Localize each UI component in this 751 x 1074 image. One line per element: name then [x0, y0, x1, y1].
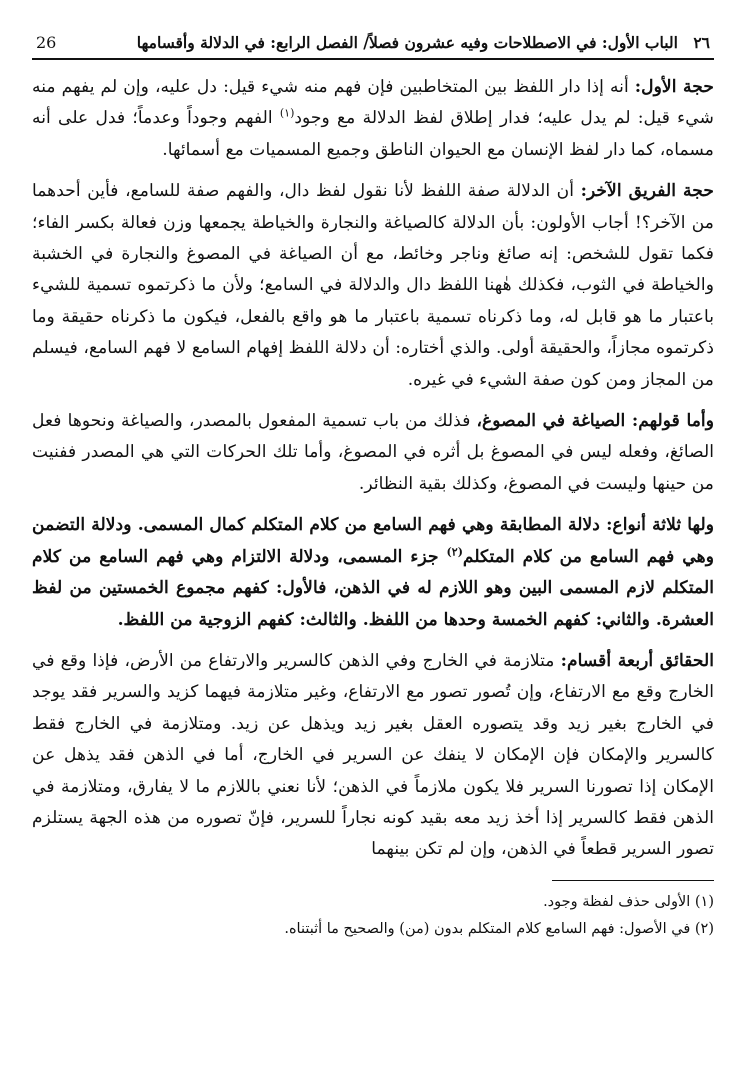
running-head	[137, 33, 710, 52]
page-header	[32, 26, 714, 60]
paragraph-text: جزء المسمى، ودلالة الالتزام وهي فهم السامع من كلام المتكلم لازم المسمى البين وهو اللازم له في الذهن، فالأول: كفهم مجموع الخمستين من لفظ العشرة. والثاني: كفهم الخمسة وحدها من اللفظ. والثالث: كفهم الزوجية من اللفظ.	[32, 546, 714, 630]
footnotes	[32, 889, 714, 943]
paragraph-text: فذلك من باب تسمية المفعول بالمصدر، والصياغة ونحوها فعل الصائغ، وفعله ليس في المصوغ بل أثره في المصوغ، وأما تلك الحركات التي هي المصدر ففنيت من حينها وليست في المصوغ، وكذلك بقية النظائر.	[32, 411, 714, 494]
running-title: الباب الأول: في الاصطلاحات وفيه عشرون فصلاً/ الفصل الرابع: في الدلالة وأقسامها	[136, 33, 678, 52]
paragraph-text: أنه إذا دار اللفظ بين المتخاطبين فإن فهم منه شيء قيل: دل عليه، وإن	[123, 77, 629, 97]
page-body	[32, 72, 714, 866]
footnote-marker: (١)	[279, 106, 295, 120]
paragraph-lead: الحقائق أربعة أقسام:	[560, 650, 714, 671]
paragraph-lead: حجة الأول:	[634, 77, 714, 97]
paragraph-text: أن الدلالة صفة اللفظ لأنا نقول لفظ دال، والفهم صفة للسامع، فأين أحدهما من الآخر؟! أجاب الأولون: بأن الدلالة كالصياغة والنجارة والخياطة يجمعها وزن فعالة بكسر الفاء؛ فكما تقول للشخص: إنه صائغ وناجر وخائط، مع أن الصياغة في المصوغ والنجارة في الخشبة والخياطة في الثوب، فكذلك هٰهنا اللفظ دال والدلالة في السامع؛ ولأن ما ذكرتموه تسمية للشيء باعتبار ما هو قابل له، وما ذكرناه تسمية باعتبار ما هو واقع بالفعل، فيكون ما ذكرناه حقيقة وما ذكرتموه مجازاً، والحقيقة أولى. والذي أختاره: أن دلالة اللفظ إفهام السامع لا فهم السامع، فيسلم من المجاز ومن كون صفة الشيء في غيره.	[32, 181, 714, 390]
paragraph-first-argument	[32, 72, 714, 166]
paragraph-text: لم يفهم منه شيء قيل: لم يدل عليه؛ فدار إطلاق لفظ الدلالة مع وجود	[32, 77, 714, 129]
footnote: (٢) في الأصول: فهم السامع كلام المتكلم بدون (من) والصحيح ما أثبتناه.	[284, 920, 714, 937]
paragraph-text: ودلالة التضمن وهي فهم السامع من كلام المتكلم	[32, 515, 714, 567]
footnote-marker: (٢)	[446, 544, 463, 558]
paragraph-text: الفهم وجوداً وعدماً؛ فدل على أنه مسماه، كما دار لفظ الإنسان مع الحيوان الناطق وجميع المسميات مع أسمائها.	[32, 108, 714, 160]
footnote-divider	[552, 880, 714, 881]
paragraph-text: متلازمة في الخارج وفي الذهن كالسرير والارتفاع من الأرض، فإذا وقع في الخارج وقع مع الارتفاع، وإن تُصور تصور مع الارتفاع، وغير متلازمة فيهما كزيد والسرير فقد يوجد في الخارج بغير زيد وقد يتصوره العقل بغير زيد ويذهل عن زيد. ومتلازمة في الخارج فقط كالسرير والإمكان فإن الإمكان لا ينفك عن السرير في الخارج، أما في الذهن فقد يذهل عن الإمكان إذا تصورنا السرير فلا يكون ملازماً في الذهن؛ لأنا نعني باللازم ما لا يفارق، ومتلازمة في الذهن فقط كالسرير إذا أخذ زيد معه بقيد كونه نجاراً للسرير، فإنّ تصوره من هذه الجهة يستلزم تصور السرير قطعاً في الذهن، وإن لم تكن بينهما	[32, 650, 714, 860]
page-number-latin: 26	[36, 33, 57, 52]
book-page	[32, 26, 714, 1056]
paragraph-their-saying	[32, 406, 714, 500]
page-number-arabic: ٢٦	[693, 33, 710, 52]
footnote: (١) الأولى حذف لفظة وجود.	[543, 893, 714, 910]
paragraph-text: ولها ثلاثة أنواع: دلالة المطابقة وهي فهم السامع من كلام المتكلم كمال المسمى.	[137, 515, 714, 536]
paragraph-other-argument	[32, 176, 714, 396]
paragraph-three-types	[32, 510, 714, 636]
paragraph-lead: حجة الفريق الآخر:	[580, 181, 714, 202]
paragraph-lead: وأما قولهم: الصياغة في المصوغ،	[476, 411, 714, 432]
paragraph-four-categories	[32, 646, 714, 866]
